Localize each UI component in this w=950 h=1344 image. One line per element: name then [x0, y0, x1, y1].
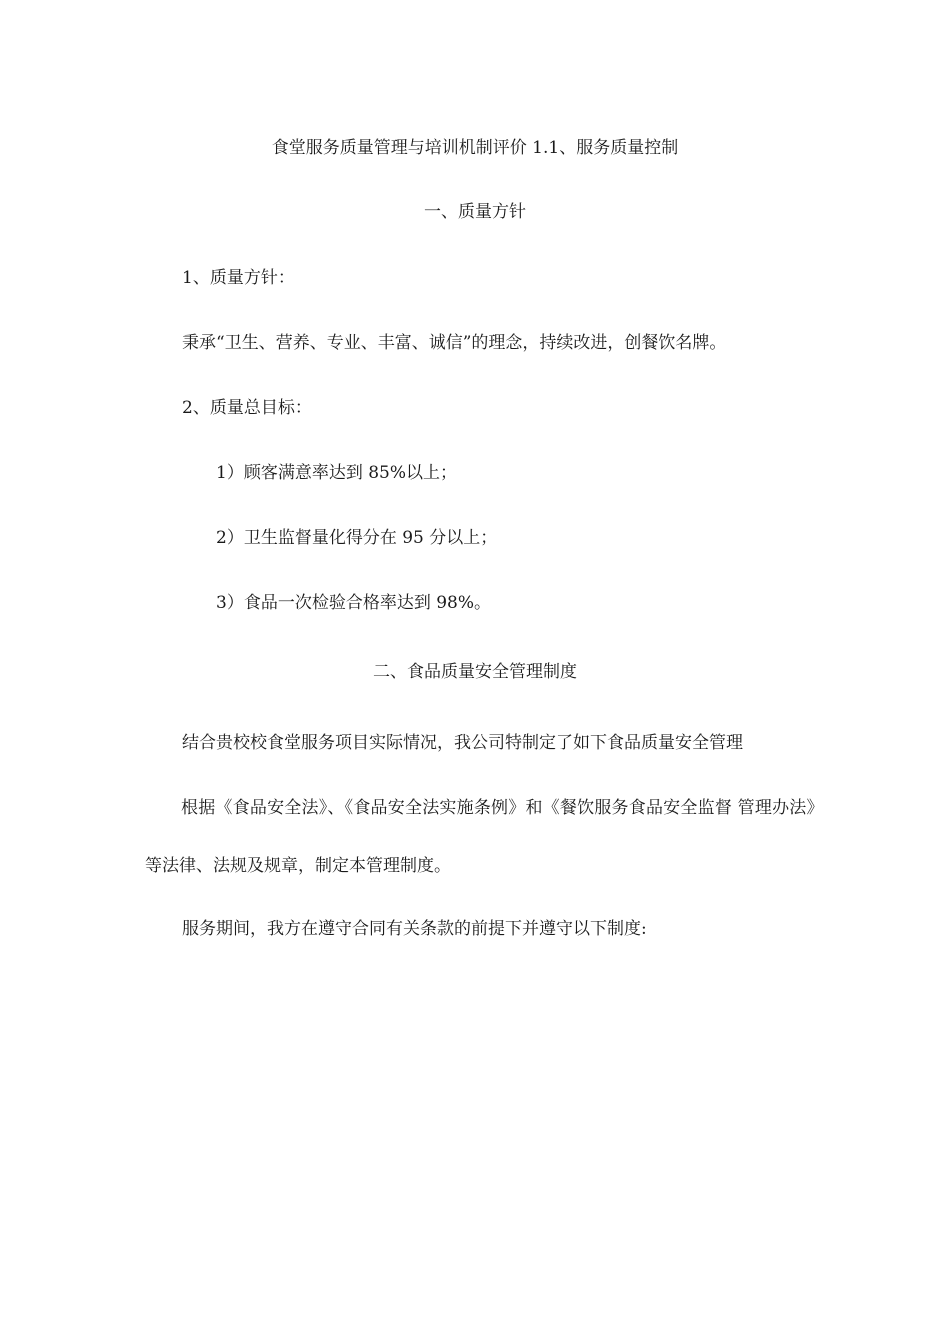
paragraph-intro: 结合贵校校食堂服务项目实际情况，我公司特制定了如下食品质量安全管理 — [182, 733, 743, 753]
paragraph-legal-basis: 根据《食品安全法》、《食品安全法实施条例》和《餐饮服务食品安全监督 管理办法》等法律、法规及规章，制定本管理制度。 — [145, 798, 815, 876]
item-quality-policy-text: 秉承“卫生、营养、专业、丰富、诚信”的理念，持续改进，创餐饮名牌。 — [182, 333, 727, 353]
section-heading-food-safety: 二、食品质量安全管理制度 — [373, 662, 577, 682]
paragraph-service-period: 服务期间，我方在遵守合同有关条款的前提下并遵守以下制度: — [182, 919, 647, 939]
item-quality-goals-label: 2、质量总目标： — [182, 398, 312, 418]
document-title: 食堂服务质量管理与培训机制评价 1.1、服务质量控制 — [271, 138, 679, 158]
goal-item: 3）食品一次检验合格率达到 98%。 — [216, 593, 492, 613]
section-heading-quality-policy: 一、质量方针 — [424, 202, 526, 222]
goal-item: 1）顾客满意率达到 85%以上； — [216, 463, 458, 483]
item-quality-policy-label: 1、质量方针： — [182, 268, 295, 288]
goal-item: 2）卫生监督量化得分在 95 分以上； — [216, 528, 498, 548]
